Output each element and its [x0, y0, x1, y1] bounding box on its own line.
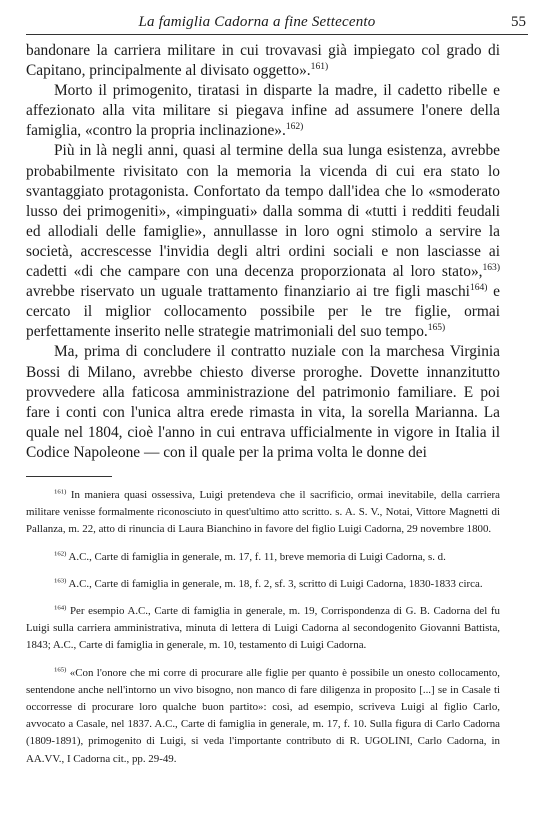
footnote-164	[26, 603, 500, 655]
paragraph-2	[26, 81, 500, 141]
paragraph-3	[26, 141, 500, 342]
footnote-163	[26, 576, 500, 593]
paragraph-3-text-b: avrebbe riservato un uguale trattamento finanziario ai tre figli maschi	[26, 283, 470, 301]
paragraph-3-text-c: e cercato il miglior collocamento possibile per le tre figlie, ormai perfettamente inserito nelle strategie matrimoniali del suo tempo.	[26, 283, 500, 341]
footnote-number: 162)	[54, 549, 67, 557]
page-number: 55	[511, 14, 526, 30]
paragraph-1-text: bandonare la carriera militare in cui trovavasi già impiegato col grado di Capitano, principalmente al divisato oggetto».	[26, 42, 500, 80]
footnote-ref-164: 164)	[469, 282, 488, 293]
footnote-separator	[26, 476, 112, 477]
main-text	[26, 41, 500, 463]
paragraph-4	[26, 342, 500, 463]
footnote-165	[26, 665, 500, 768]
footnote-ref-161: 161)	[310, 60, 329, 72]
footnote-number: 165)	[54, 666, 67, 673]
footnote-text: Per esempio A.C., Carte di famiglia in generale, m. 19, Corrispondenza di G. B. Cadorna del fu Luigi sulla carriera amministrativa, minuta di lettera di Luigi Cadorna al secondogenito Giovanni Battista, 1843; A.C., Carte di famiglia in generale, m. 10, testamento di Luigi Cadorna.	[26, 605, 500, 652]
footnote-162	[26, 549, 500, 566]
paragraph-4-text: Ma, prima di concludere il contratto nuziale con la marchesa Virginia Bossi di Milano, avrebbe chiesto diverse proroghe. Dovette innanzitutto provvedere alla faticosa amministrazione del patrimonio familiare. E poi fare i conti con l'unica altra erede rimasta in vita, la sorella Marianna. La quale nel 1804, cioè l'anno in cui entrava ufficialmente in vigore in Italia il Codice Napoleone — con il quale per la prima volta le donne dei	[26, 343, 500, 461]
footnote-number: 164)	[54, 604, 67, 612]
footnote-ref-162: 162)	[285, 121, 304, 133]
footnote-ref-163: 163)	[482, 261, 500, 273]
footnote-text: In maniera quasi ossessiva, Luigi pretendeva che il sacrificio, ormai inevitabile, della carriera militare venisse formalmente riconosciuto in quest'ultimo atto scritto. s. A. S. V., Notai, Vittore Magnetti di Pallanza, m. 22, atto di rinuncia di Laura Bianchino in favore del figlio Luigi Cadorna, 29 novembre 1800.	[26, 489, 500, 536]
paragraph-2-text: Morto il primogenito, tiratasi in disparte la madre, il cadetto ribelle e affezionato alla vita militare si piegava infine ad assumere l'onere della famiglia, «contro la propria inclinazione».	[26, 82, 500, 140]
footnote-number: 163)	[54, 577, 67, 585]
footnote-number: 161)	[54, 488, 67, 496]
footnote-161	[26, 487, 500, 539]
running-title: La famiglia Cadorna a fine Settecento	[138, 14, 376, 30]
footnote-text: A.C., Carte di famiglia in generale, m. 17, f. 11, breve memoria di Luigi Cadorna, s. d.	[68, 550, 446, 563]
footnote-ref-165: 165)	[427, 322, 446, 334]
running-header	[26, 12, 528, 35]
paragraph-3-text-a: Più in là negli anni, quasi al termine della sua lunga esistenza, avrebbe probabilmente rivisitato con la memoria la vicenda di cui era stato lo svantaggiato protagonista. Confortato da tempo dall'idea che lo «smoderato lusso dei primogeniti», «impinguati» dalla somma di «tutti i redditi feudali ed allodiali delle famiglie», annullasse in loro ogni stimolo a servire la società, accrescesse l'invidia degli altri ordini sociali e non lasciasse ai cadetti «di che campare con una decenza proporzionata al loro stato»,	[26, 142, 500, 281]
paragraph-1	[26, 41, 500, 81]
footnote-text: «Con l'onore che mi corre di procurare alle figlie per quanto è possibile un onesto collocamento, sentendone anche nell'intorno un vivo bisogno, non manco di fare diligenza in proposito [...] se in Casale ti occorresse di procurare loro qualche buon partito»: così, ad esempio, scriveva Luigi al figlio Carlo, avvocato a Casale, nel 1837. A.C., Carte di famiglia in generale, m. 17, f. 10. Sulla figura di Carlo Cadorna (1809-1891), primogenito di Luigi, si veda l'importante contributo di R. UGOLINI, Carlo Cadorna, in AA.VV., I Cadorna cit., pp. 29-49.	[26, 666, 501, 765]
footnotes	[26, 487, 500, 778]
footnote-text: A.C., Carte di famiglia in generale, m. 18, f. 2, sf. 3, scritto di Luigi Cadorna, 1830-1833 circa.	[68, 577, 483, 590]
